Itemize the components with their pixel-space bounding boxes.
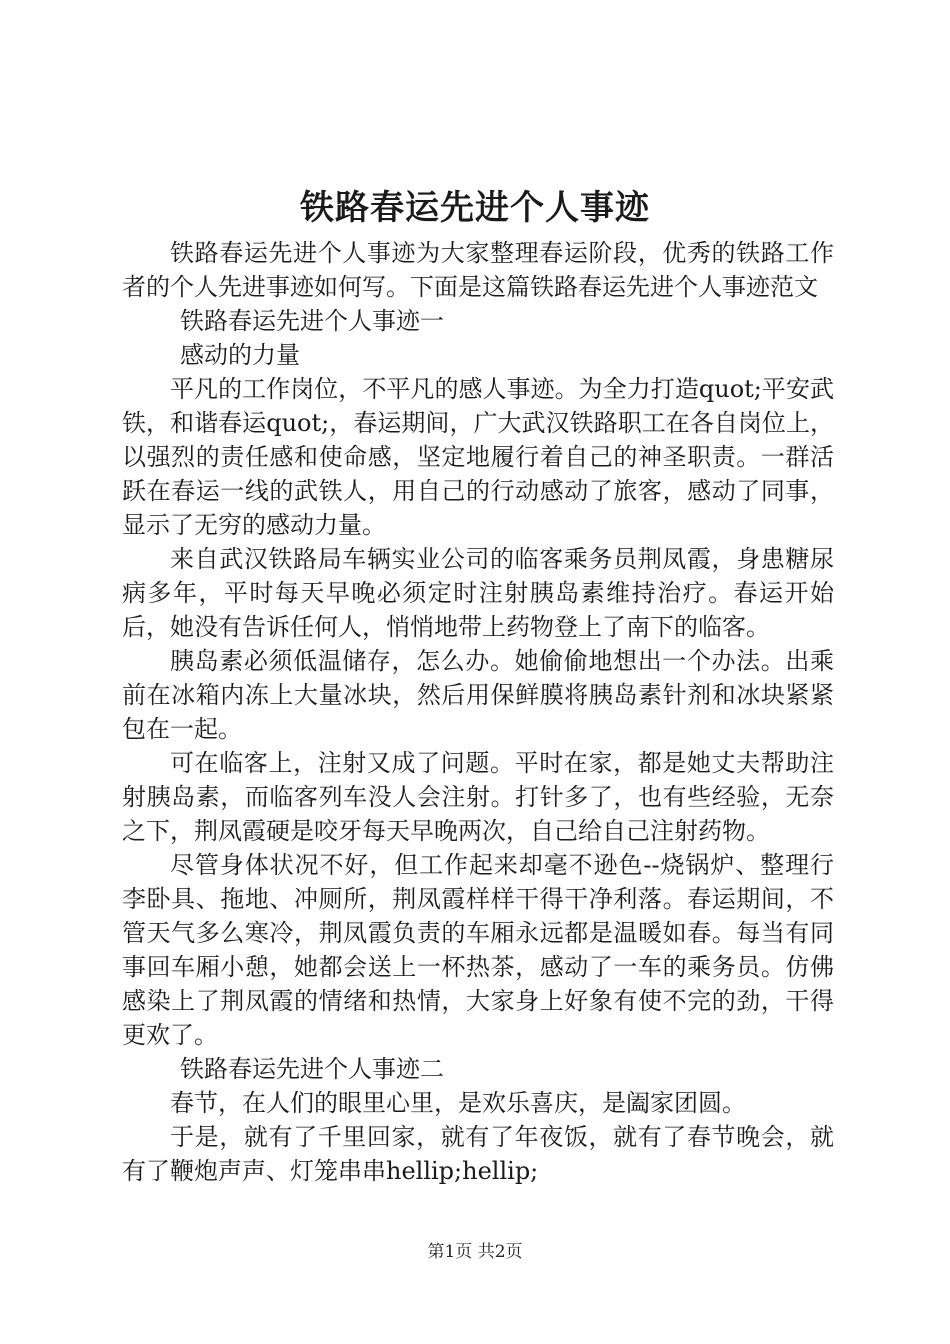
document-body	[122, 236, 834, 1188]
paragraph: 胰岛素必须低温储存，怎么办。她偷偷地想出一个办法。出乘前在冰箱内冻上大量冰块，然后用保鲜膜将胰岛素针剂和冰块紧紧包在一起。	[122, 647, 834, 743]
section-heading-2: 铁路春运先进个人事迹二	[180, 1055, 444, 1083]
section-heading-1: 铁路春运先进个人事迹一	[180, 307, 444, 335]
document-title: 铁路春运先进个人事迹	[300, 188, 650, 228]
page-footer: 第1页 共2页	[427, 1242, 523, 1262]
paragraph: 可在临客上，注射又成了问题。平时在家，都是她丈夫帮助注射胰岛素，而临客列车没人会注射。打针多了，也有些经验，无奈之下，荆凤霞硬是咬牙每天早晚两次，自己给自己注射药物。	[122, 749, 834, 845]
subtitle-heading: 感动的力量	[180, 341, 300, 369]
paragraph: 春节，在人们的眼里心里，是欢乐喜庆，是阖家团圆。	[170, 1089, 746, 1117]
paragraph: 尽管身体状况不好，但工作起来却毫不逊色--烧锅炉、整理行李卧具、拖地、冲厕所，荆凤霞样样干得干净利落。春运期间，不管天气多么寒冷，荆凤霞负责的车厢永远都是温暖如春。每当有同事回车厢小憩，她都会送上一杯热茶，感动了一车的乘务员。仿佛感染上了荆凤霞的情绪和热情，大家身上好象有使不完的劲，干得更欢了。	[122, 851, 834, 1049]
paragraph: 于是，就有了千里回家，就有了年夜饭，就有了春节晚会，就有了鞭炮声声、灯笼串串hellip;hellip;	[122, 1123, 834, 1185]
paragraph: 来自武汉铁路局车辆实业公司的临客乘务员荆凤霞，身患糖尿病多年，平时每天早晚必须定时注射胰岛素维持治疗。春运开始后，她没有告诉任何人，悄悄地带上药物登上了南下的临客。	[122, 545, 834, 641]
paragraph: 平凡的工作岗位，不平凡的感人事迹。为全力打造quot;平安武铁，和谐春运quot;，春运期间，广大武汉铁路职工在各自岗位上，以强烈的责任感和使命感，坚定地履行着自己的神圣职责。一群活跃在春运一线的武铁人，用自己的行动感动了旅客，感动了同事，显示了无穷的感动力量。	[122, 375, 834, 539]
paragraph-intro: 铁路春运先进个人事迹为大家整理春运阶段，优秀的铁路工作者的个人先进事迹如何写。下面是这篇铁路春运先进个人事迹范文	[122, 239, 834, 301]
